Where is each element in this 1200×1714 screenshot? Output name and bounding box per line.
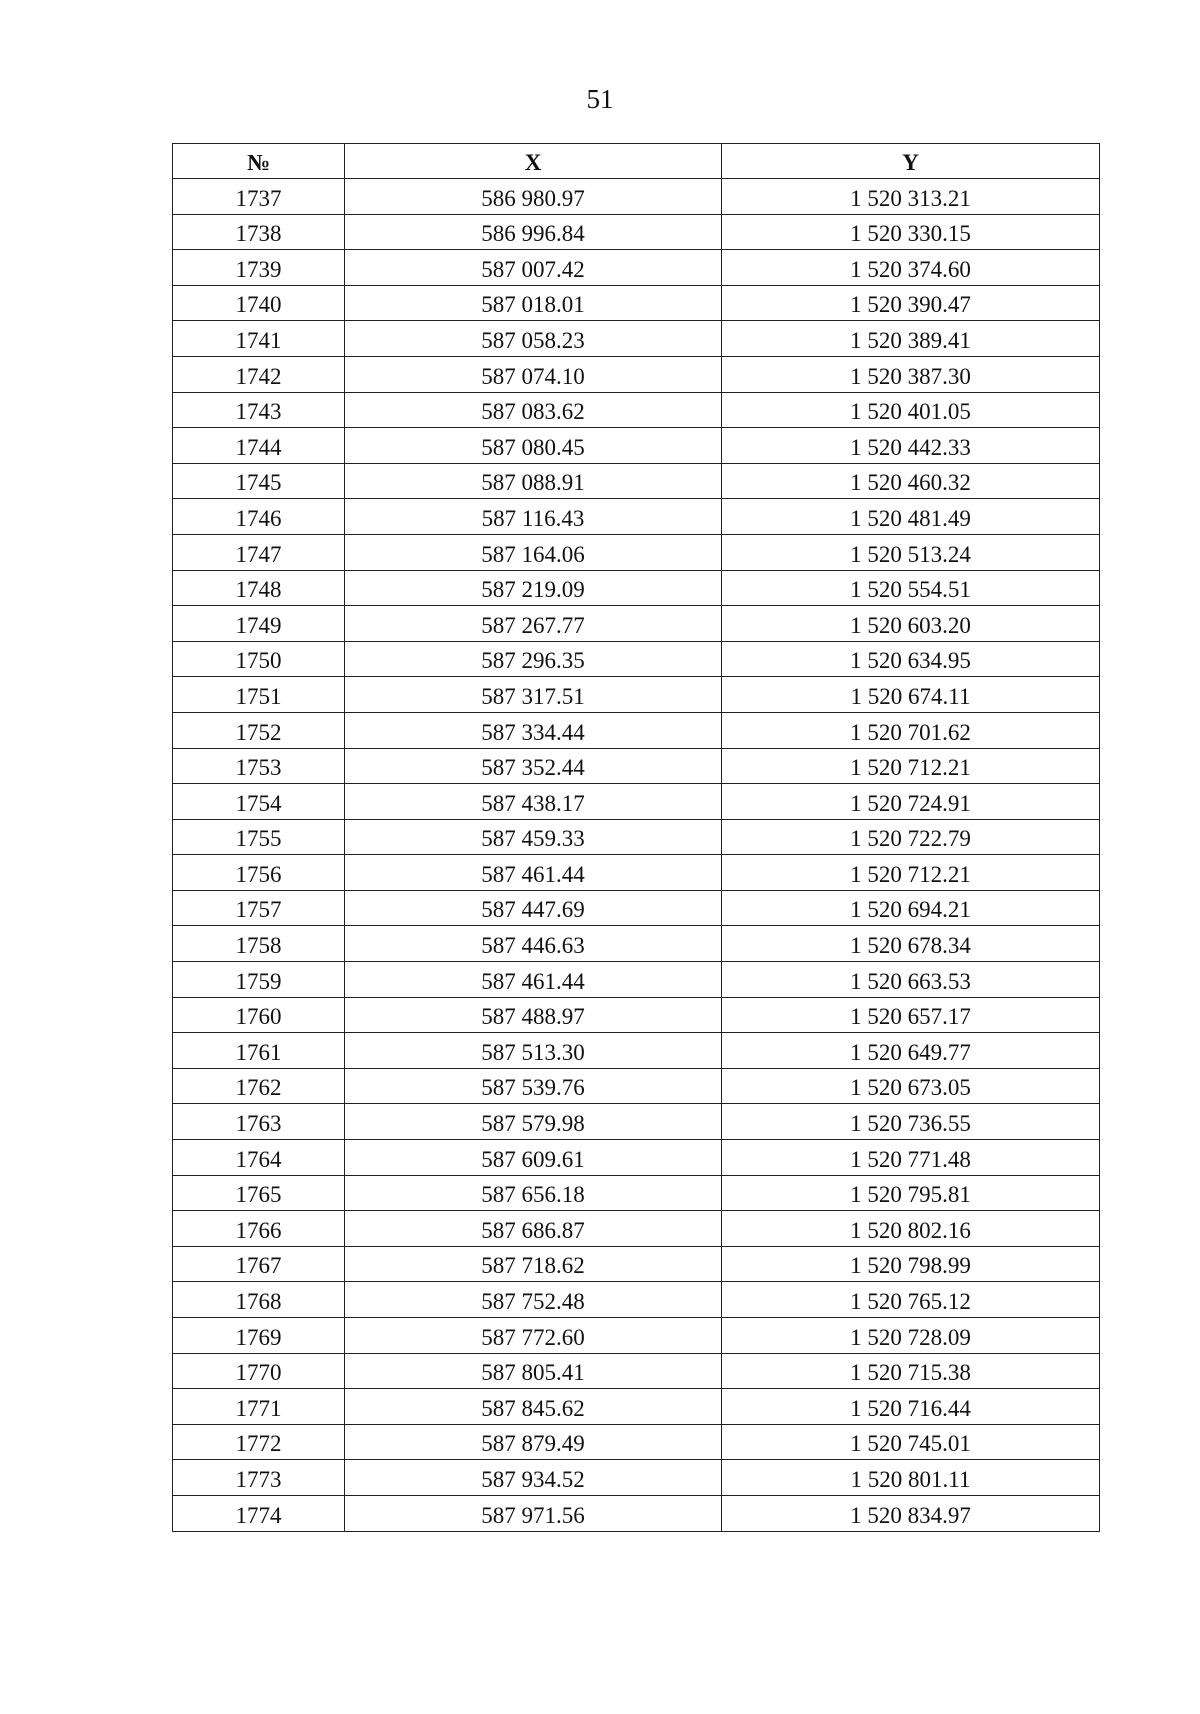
table-row	[173, 1033, 1100, 1069]
point-number-cell: 1773	[173, 1460, 345, 1496]
x-coordinate-cell: 587 752.48	[345, 1282, 722, 1318]
point-number-cell: 1763	[173, 1104, 345, 1140]
x-coordinate-cell: 587 352.44	[345, 748, 722, 784]
x-coordinate-cell: 587 934.52	[345, 1460, 722, 1496]
x-coordinate-cell: 587 116.43	[345, 499, 722, 535]
point-number-cell: 1756	[173, 855, 345, 891]
point-number-cell: 1753	[173, 748, 345, 784]
table-row	[173, 1246, 1100, 1282]
point-number-cell: 1745	[173, 463, 345, 499]
table-row	[173, 321, 1100, 357]
x-coordinate-cell: 587 772.60	[345, 1318, 722, 1354]
table-row	[173, 1389, 1100, 1425]
table-row	[173, 1104, 1100, 1140]
point-number-cell: 1742	[173, 356, 345, 392]
x-coordinate-cell: 587 488.97	[345, 997, 722, 1033]
table-row	[173, 855, 1100, 891]
point-number-cell: 1766	[173, 1211, 345, 1247]
point-number-cell: 1769	[173, 1318, 345, 1354]
y-coordinate-cell: 1 520 736.55	[722, 1104, 1100, 1140]
table-row	[173, 1353, 1100, 1389]
y-coordinate-cell: 1 520 389.41	[722, 321, 1100, 357]
point-number-cell: 1772	[173, 1424, 345, 1460]
point-number-cell: 1761	[173, 1033, 345, 1069]
header-y: Y	[722, 144, 1100, 179]
x-coordinate-cell: 586 980.97	[345, 179, 722, 215]
y-coordinate-cell: 1 520 712.21	[722, 855, 1100, 891]
header-number: №	[173, 144, 345, 179]
y-coordinate-cell: 1 520 694.21	[722, 890, 1100, 926]
y-coordinate-cell: 1 520 674.11	[722, 677, 1100, 713]
table-row	[173, 392, 1100, 428]
table-header-row	[173, 144, 1100, 179]
x-coordinate-cell: 587 513.30	[345, 1033, 722, 1069]
table-row	[173, 962, 1100, 998]
y-coordinate-cell: 1 520 513.24	[722, 534, 1100, 570]
x-coordinate-cell: 587 317.51	[345, 677, 722, 713]
y-coordinate-cell: 1 520 390.47	[722, 285, 1100, 321]
point-number-cell: 1757	[173, 890, 345, 926]
y-coordinate-cell: 1 520 728.09	[722, 1318, 1100, 1354]
point-number-cell: 1759	[173, 962, 345, 998]
y-coordinate-cell: 1 520 724.91	[722, 784, 1100, 820]
point-number-cell: 1738	[173, 214, 345, 250]
y-coordinate-cell: 1 520 701.62	[722, 712, 1100, 748]
y-coordinate-cell: 1 520 834.97	[722, 1495, 1100, 1531]
table-row	[173, 997, 1100, 1033]
x-coordinate-cell: 587 007.42	[345, 250, 722, 286]
x-coordinate-cell: 587 083.62	[345, 392, 722, 428]
y-coordinate-cell: 1 520 716.44	[722, 1389, 1100, 1425]
point-number-cell: 1741	[173, 321, 345, 357]
point-number-cell: 1771	[173, 1389, 345, 1425]
y-coordinate-cell: 1 520 795.81	[722, 1175, 1100, 1211]
x-coordinate-cell: 587 438.17	[345, 784, 722, 820]
point-number-cell: 1765	[173, 1175, 345, 1211]
table-row	[173, 1424, 1100, 1460]
point-number-cell: 1760	[173, 997, 345, 1033]
table-row	[173, 463, 1100, 499]
x-coordinate-cell: 587 219.09	[345, 570, 722, 606]
x-coordinate-cell: 587 879.49	[345, 1424, 722, 1460]
point-number-cell: 1764	[173, 1140, 345, 1176]
y-coordinate-cell: 1 520 745.01	[722, 1424, 1100, 1460]
y-coordinate-cell: 1 520 649.77	[722, 1033, 1100, 1069]
y-coordinate-cell: 1 520 722.79	[722, 819, 1100, 855]
table-row	[173, 428, 1100, 464]
point-number-cell: 1739	[173, 250, 345, 286]
y-coordinate-cell: 1 520 801.11	[722, 1460, 1100, 1496]
point-number-cell: 1752	[173, 712, 345, 748]
x-coordinate-cell: 587 971.56	[345, 1495, 722, 1531]
table-row	[173, 570, 1100, 606]
x-coordinate-cell: 587 686.87	[345, 1211, 722, 1247]
y-coordinate-cell: 1 520 765.12	[722, 1282, 1100, 1318]
x-coordinate-cell: 587 845.62	[345, 1389, 722, 1425]
point-number-cell: 1747	[173, 534, 345, 570]
x-coordinate-cell: 587 447.69	[345, 890, 722, 926]
x-coordinate-cell: 587 579.98	[345, 1104, 722, 1140]
table-row	[173, 1495, 1100, 1531]
y-coordinate-cell: 1 520 663.53	[722, 962, 1100, 998]
x-coordinate-cell: 587 446.63	[345, 926, 722, 962]
x-coordinate-cell: 587 539.76	[345, 1068, 722, 1104]
table-row	[173, 285, 1100, 321]
point-number-cell: 1774	[173, 1495, 345, 1531]
point-number-cell: 1743	[173, 392, 345, 428]
y-coordinate-cell: 1 520 673.05	[722, 1068, 1100, 1104]
table-row	[173, 641, 1100, 677]
y-coordinate-cell: 1 520 387.30	[722, 356, 1100, 392]
x-coordinate-cell: 586 996.84	[345, 214, 722, 250]
x-coordinate-cell: 587 805.41	[345, 1353, 722, 1389]
table-body	[173, 179, 1100, 1532]
header-x: X	[345, 144, 722, 179]
point-number-cell: 1755	[173, 819, 345, 855]
y-coordinate-cell: 1 520 554.51	[722, 570, 1100, 606]
point-number-cell: 1758	[173, 926, 345, 962]
table-row	[173, 712, 1100, 748]
y-coordinate-cell: 1 520 442.33	[722, 428, 1100, 464]
table-row	[173, 926, 1100, 962]
y-coordinate-cell: 1 520 678.34	[722, 926, 1100, 962]
table-row	[173, 179, 1100, 215]
point-number-cell: 1748	[173, 570, 345, 606]
point-number-cell: 1737	[173, 179, 345, 215]
y-coordinate-cell: 1 520 603.20	[722, 606, 1100, 642]
table-row	[173, 1282, 1100, 1318]
coordinates-table	[172, 143, 1100, 1532]
x-coordinate-cell: 587 080.45	[345, 428, 722, 464]
x-coordinate-cell: 587 461.44	[345, 855, 722, 891]
y-coordinate-cell: 1 520 715.38	[722, 1353, 1100, 1389]
point-number-cell: 1749	[173, 606, 345, 642]
table-row	[173, 1068, 1100, 1104]
y-coordinate-cell: 1 520 460.32	[722, 463, 1100, 499]
x-coordinate-cell: 587 074.10	[345, 356, 722, 392]
y-coordinate-cell: 1 520 657.17	[722, 997, 1100, 1033]
table-row	[173, 1211, 1100, 1247]
table-row	[173, 819, 1100, 855]
x-coordinate-cell: 587 164.06	[345, 534, 722, 570]
table-row	[173, 784, 1100, 820]
y-coordinate-cell: 1 520 374.60	[722, 250, 1100, 286]
x-coordinate-cell: 587 461.44	[345, 962, 722, 998]
point-number-cell: 1767	[173, 1246, 345, 1282]
table-row	[173, 356, 1100, 392]
table-row	[173, 499, 1100, 535]
point-number-cell: 1740	[173, 285, 345, 321]
table-row	[173, 250, 1100, 286]
point-number-cell: 1770	[173, 1353, 345, 1389]
point-number-cell: 1746	[173, 499, 345, 535]
y-coordinate-cell: 1 520 313.21	[722, 179, 1100, 215]
table-row	[173, 1460, 1100, 1496]
table-row	[173, 534, 1100, 570]
x-coordinate-cell: 587 088.91	[345, 463, 722, 499]
y-coordinate-cell: 1 520 401.05	[722, 392, 1100, 428]
table-row	[173, 214, 1100, 250]
table-row	[173, 677, 1100, 713]
y-coordinate-cell: 1 520 634.95	[722, 641, 1100, 677]
x-coordinate-cell: 587 459.33	[345, 819, 722, 855]
point-number-cell: 1754	[173, 784, 345, 820]
table-row	[173, 606, 1100, 642]
x-coordinate-cell: 587 267.77	[345, 606, 722, 642]
page-number: 51	[586, 84, 614, 114]
table-row	[173, 748, 1100, 784]
point-number-cell: 1744	[173, 428, 345, 464]
x-coordinate-cell: 587 609.61	[345, 1140, 722, 1176]
x-coordinate-cell: 587 296.35	[345, 641, 722, 677]
y-coordinate-cell: 1 520 771.48	[722, 1140, 1100, 1176]
x-coordinate-cell: 587 058.23	[345, 321, 722, 357]
x-coordinate-cell: 587 656.18	[345, 1175, 722, 1211]
point-number-cell: 1762	[173, 1068, 345, 1104]
x-coordinate-cell: 587 334.44	[345, 712, 722, 748]
x-coordinate-cell: 587 018.01	[345, 285, 722, 321]
table-row	[173, 890, 1100, 926]
y-coordinate-cell: 1 520 481.49	[722, 499, 1100, 535]
y-coordinate-cell: 1 520 802.16	[722, 1211, 1100, 1247]
point-number-cell: 1751	[173, 677, 345, 713]
y-coordinate-cell: 1 520 330.15	[722, 214, 1100, 250]
y-coordinate-cell: 1 520 712.21	[722, 748, 1100, 784]
y-coordinate-cell: 1 520 798.99	[722, 1246, 1100, 1282]
table-row	[173, 1318, 1100, 1354]
point-number-cell: 1768	[173, 1282, 345, 1318]
table-row	[173, 1140, 1100, 1176]
point-number-cell: 1750	[173, 641, 345, 677]
x-coordinate-cell: 587 718.62	[345, 1246, 722, 1282]
table-row	[173, 1175, 1100, 1211]
